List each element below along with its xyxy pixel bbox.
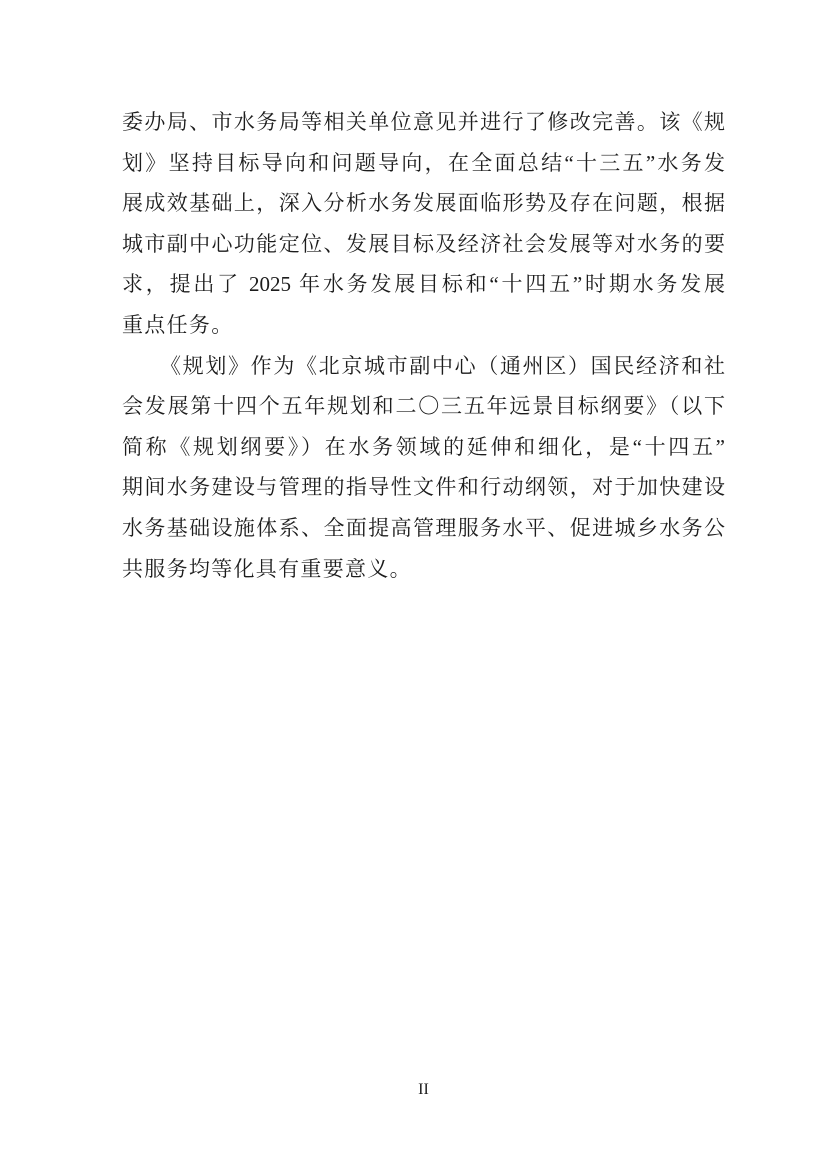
- paragraph-1: [122, 102, 725, 346]
- text-line: 划》坚持目标导向和问题导向，在全面总结“十三五”水务发: [122, 150, 725, 175]
- text-line: 期间水务建设与管理的指导性文件和行动纲领，对于加快建设: [122, 475, 725, 500]
- text-line: 简称《规划纲要》）在水务领域的延伸和细化，是“十四五”: [122, 434, 725, 459]
- text-line: 展成效基础上，深入分析水务发展面临形势及存在问题，根据: [122, 191, 725, 216]
- text-line: 求，提出了 2025 年水务发展目标和“十四五”时期水务发展: [122, 272, 725, 297]
- paragraph-2: [122, 346, 725, 590]
- text-line: 《规划》作为《北京城市副中心（通州区）国民经济和社: [160, 353, 725, 378]
- text-line: 城市副中心功能定位、发展目标及经济社会发展等对水务的要: [122, 231, 725, 256]
- text-line: 重点任务。: [122, 312, 234, 337]
- text-line: 共服务均等化具有重要意义。: [122, 556, 412, 581]
- text-line: 委办局、市水务局等相关单位意见并进行了修改完善。该《规: [122, 110, 725, 134]
- document-body: [122, 102, 725, 589]
- page-number: II: [418, 1081, 429, 1098]
- text-line: 水务基础设施体系、全面提高管理服务水平、促进城乡水务公: [122, 515, 725, 540]
- text-line: 会发展第十四个五年规划和二〇三五年远景目标纲要》（以下: [122, 394, 725, 419]
